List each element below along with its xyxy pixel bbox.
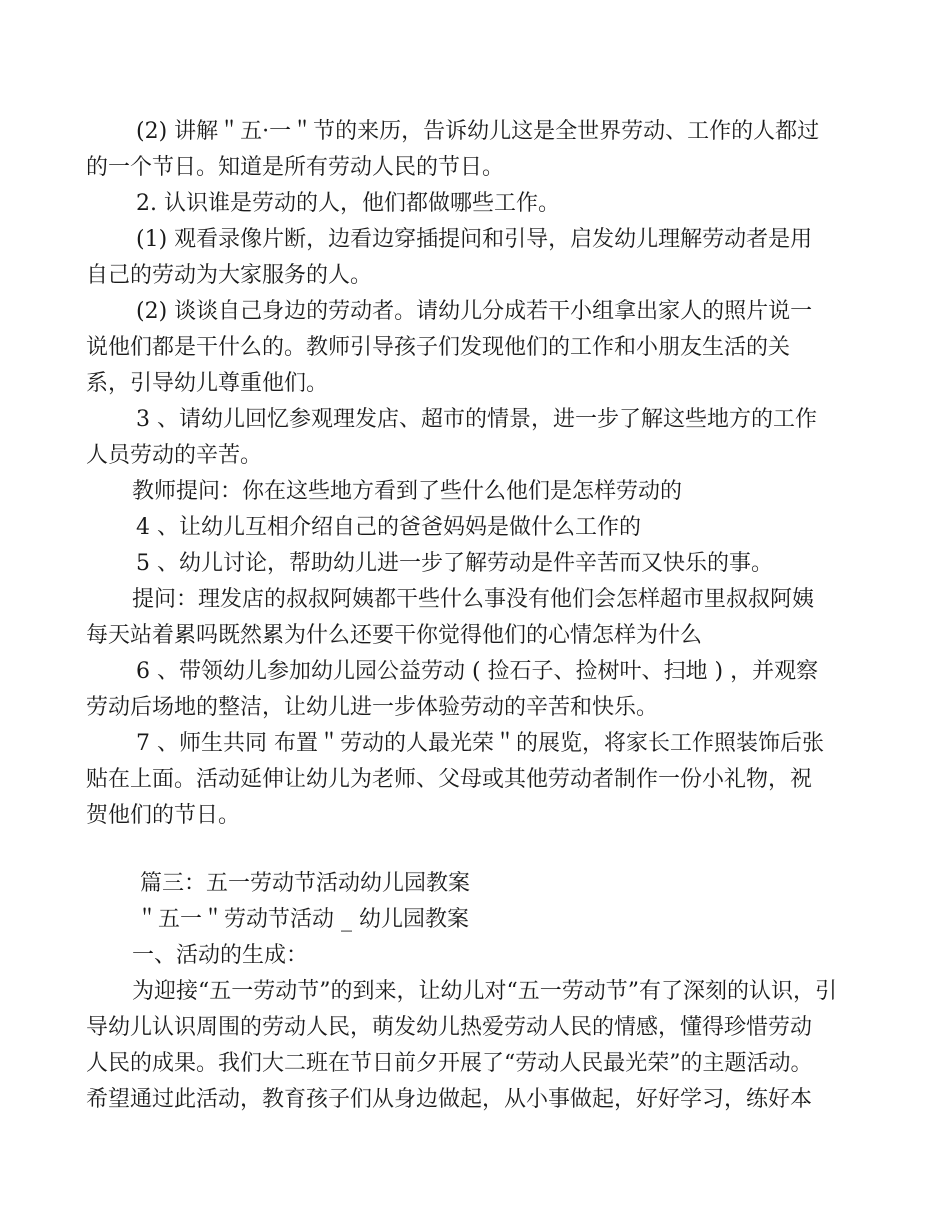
text-line: 劳动后场地的整洁，让幼儿进一步体验劳动的辛苦和快乐。	[86, 695, 659, 720]
text-line: 2. 认识谁是劳动的人，他们都做哪些工作。	[136, 191, 560, 216]
text-line: 5 、幼儿讨论，帮助幼儿进一步了解劳动是件辛苦而又快乐的事。	[136, 551, 773, 576]
text-line: 贴在上面。活动延伸让幼儿为老师、父母或其他劳动者制作一份小礼物，祝	[86, 767, 813, 792]
text-line: 4 、让幼儿互相介绍自己的爸爸妈妈是做什么工作的	[136, 515, 641, 540]
text-line: 6 、带领幼儿参加幼儿园公益劳动 ( 捡石子、捡树叶、扫地 ) ，并观察	[136, 659, 819, 684]
text-line: (2) 谈谈自己身边的劳动者。请幼儿分成若干小组拿出家人的照片说一	[136, 299, 813, 324]
text-line: 教师提问：你在这些地方看到了些什么他们是怎样劳动的	[132, 479, 683, 504]
text-line: 提问：理发店的叔叔阿姨都干些什么事没有他们会怎样超市里叔叔阿姨	[132, 587, 815, 612]
section-title: 篇三：五一劳动节活动幼儿园教案	[140, 871, 471, 896]
text-line: 的一个节日。知道是所有劳动人民的节日。	[86, 155, 505, 180]
text-line: (1) 观看录像片断，边看边穿插提问和引导，启发幼儿理解劳动者是用	[136, 227, 813, 252]
subtitle: ＂五一＂劳动节活动 _ 幼儿园教案	[136, 907, 469, 932]
text-line: 导幼儿认识周围的劳动人民，萌发幼儿热爱劳动人民的情感，懂得珍惜劳动	[86, 1015, 813, 1040]
text-line: 每天站着累吗既然累为什么还要干你觉得他们的心情怎样为什么	[86, 623, 703, 648]
text-line: 人员劳动的辛苦。	[86, 443, 263, 468]
text-line: 说他们都是干什么的。教师引导孩子们发现他们的工作和小朋友生活的关	[86, 335, 791, 360]
text-line: 人民的成果。我们大二班在节日前夕开展了“劳动人民最光荣”的主题活动。	[86, 1051, 813, 1076]
text-line: 为迎接“五一劳动节”的到来，让幼儿对“五一劳动节”有了深刻的认识，引	[132, 979, 837, 1004]
text-line: 3 、请幼儿回忆参观理发店、超市的情景，进一步了解这些地方的工作	[136, 407, 817, 432]
section-heading: 一、活动的生成：	[132, 943, 309, 968]
text-line: 贺他们的节日。	[86, 803, 241, 828]
text-line: (2) 讲解＂五·一＂节的来历，告诉幼儿这是全世界劳动、工作的人都过	[136, 119, 820, 144]
text-line: 系，引导幼儿尊重他们。	[86, 371, 329, 396]
text-line: 7 、师生共同 布置＂劳动的人最光荣＂的展览，将家长工作照装饰后张	[136, 731, 824, 756]
text-line: 自己的劳动为大家服务的人。	[86, 263, 373, 288]
text-line: 希望通过此活动，教育孩子们从身边做起，从小事做起，好好学习，练好本	[86, 1087, 813, 1112]
